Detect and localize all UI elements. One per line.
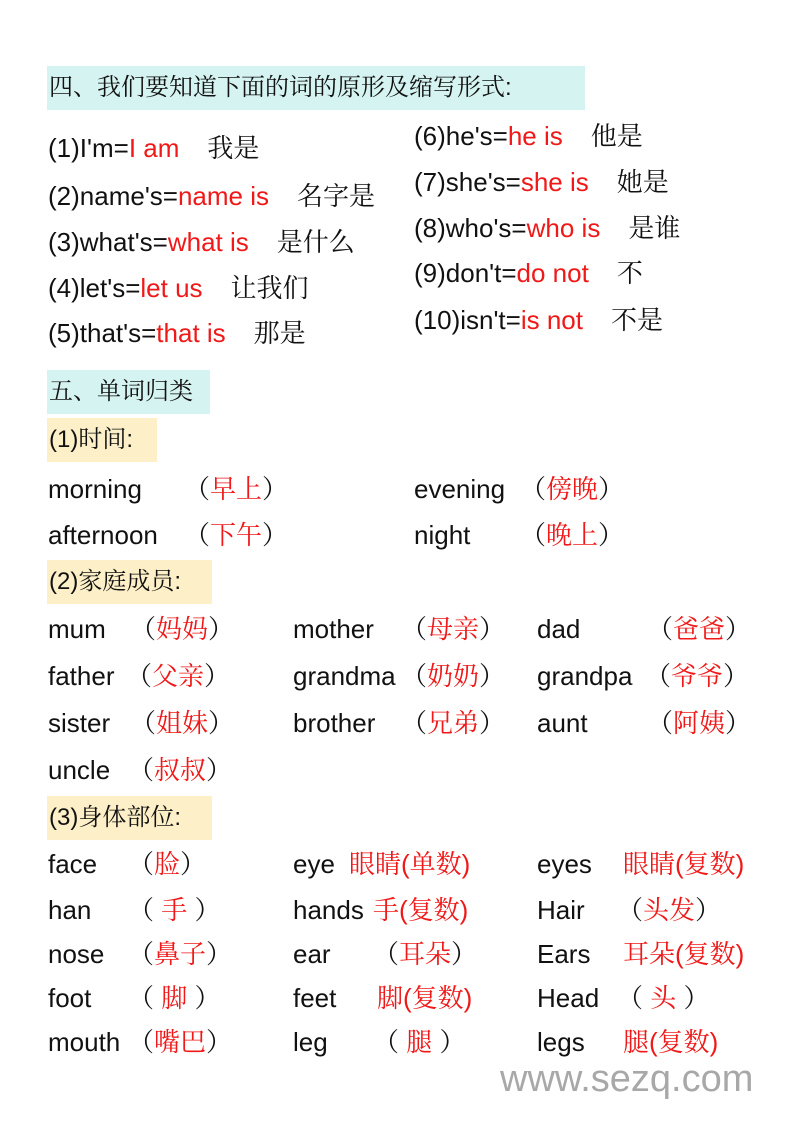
paren-open: （ <box>645 661 672 691</box>
paren-open: （ <box>647 614 674 644</box>
vocab-meaning-wrap <box>373 1027 465 1057</box>
watermark: www.sezq.com <box>500 1058 754 1100</box>
paren-open: （ <box>130 708 157 738</box>
vocab-meaning: 爷爷 <box>671 661 724 691</box>
vocab-word: sister <box>48 708 111 738</box>
vocab-word: eyes <box>537 849 592 879</box>
vocab-item <box>48 661 230 691</box>
paren-close: ） <box>725 708 752 738</box>
contraction-full: I am <box>128 133 180 163</box>
vocab-item <box>537 661 749 691</box>
paren-open: （ <box>126 661 153 691</box>
vocab-item <box>537 849 744 879</box>
contraction-row <box>414 258 643 288</box>
contraction-row <box>48 273 309 303</box>
contraction-full: is not <box>520 305 583 335</box>
vocab-meaning-wrap <box>128 849 206 879</box>
vocab-meaning: 眼睛(单数) <box>349 849 471 879</box>
contraction-short: (4)let's= <box>48 273 141 303</box>
contraction-full: who is <box>526 213 601 243</box>
paren-close: ） <box>725 614 752 644</box>
vocab-meaning-wrap <box>647 708 751 738</box>
contraction-full: he is <box>507 121 563 151</box>
paren-open: （ <box>401 708 428 738</box>
vocab-meaning: 头 <box>643 983 684 1013</box>
contraction-chinese: 是什么 <box>276 227 355 257</box>
contraction-row <box>414 167 669 197</box>
vocab-meaning: 耳朵 <box>399 939 452 969</box>
vocab-meaning: 鼻子 <box>154 939 207 969</box>
category-heading: (3)身体部位: <box>47 796 212 840</box>
paren-open: （ <box>128 895 155 925</box>
vocab-word: nose <box>48 939 105 969</box>
contraction-row <box>414 213 680 243</box>
vocab-meaning: 脚(复数) <box>377 983 473 1013</box>
contraction-chinese: 让我们 <box>230 273 309 303</box>
contraction-short: (10)isn't= <box>414 305 521 335</box>
section-4-heading: 四、我们要知道下面的词的原形及缩写形式: <box>47 66 585 110</box>
vocab-word: Hair <box>537 895 585 925</box>
vocab-meaning-wrap <box>520 474 624 504</box>
vocab-word: night <box>414 520 471 550</box>
vocab-word: mother <box>293 614 374 644</box>
vocab-meaning: 兄弟 <box>427 708 480 738</box>
vocab-meaning-wrap <box>401 708 505 738</box>
vocab-word: father <box>48 661 115 691</box>
paren-open: （ <box>128 939 155 969</box>
paren-open: （ <box>520 520 547 550</box>
vocab-word: aunt <box>537 708 588 738</box>
contraction-short: (7)she's= <box>414 167 521 197</box>
paren-close: ） <box>262 520 289 550</box>
vocab-meaning-wrap <box>617 983 709 1013</box>
contraction-row <box>48 318 306 348</box>
vocab-meaning-wrap <box>128 939 232 969</box>
paren-open: （ <box>184 474 211 504</box>
contraction-short: (6)he's= <box>414 121 508 151</box>
vocab-meaning-wrap <box>128 755 232 785</box>
paren-close: ） <box>206 1027 233 1057</box>
paren-close: ） <box>479 708 506 738</box>
vocab-meaning: 嘴巴 <box>154 1027 207 1057</box>
vocab-meaning-wrap <box>373 895 468 925</box>
contraction-row <box>414 305 663 335</box>
paren-close: ） <box>194 983 221 1013</box>
contraction-row <box>414 121 643 151</box>
vocab-item <box>537 614 751 644</box>
contraction-chinese: 名字是 <box>297 181 376 211</box>
vocab-meaning: 腿(复数) <box>623 1027 719 1057</box>
vocab-word: face <box>48 849 98 879</box>
vocab-word: foot <box>48 983 92 1013</box>
vocab-meaning-wrap <box>349 849 470 879</box>
vocab-meaning-wrap <box>401 614 505 644</box>
paren-open: （ <box>401 661 428 691</box>
vocab-word: mouth <box>48 1027 121 1057</box>
contraction-chinese: 不 <box>616 258 643 288</box>
vocab-meaning: 脚 <box>154 983 195 1013</box>
vocab-meaning-wrap <box>617 895 721 925</box>
vocab-item <box>48 939 232 969</box>
vocab-meaning-wrap <box>647 614 751 644</box>
contraction-chinese: 是谁 <box>628 213 681 243</box>
vocab-meaning: 手 <box>154 895 195 925</box>
contraction-full: do not <box>516 258 589 288</box>
vocab-word: evening <box>414 474 506 504</box>
vocab-meaning: 母亲 <box>427 614 480 644</box>
contraction-row <box>48 227 355 257</box>
vocab-item <box>293 895 468 925</box>
paren-close: ） <box>180 849 207 879</box>
section-5-heading: 五、单词归类 <box>47 370 210 414</box>
vocab-meaning-wrap <box>184 474 288 504</box>
vocab-item <box>293 849 470 879</box>
paren-open: （ <box>184 520 211 550</box>
contraction-full: she is <box>520 167 589 197</box>
contraction-chinese: 那是 <box>253 318 306 348</box>
paren-close: ） <box>598 474 625 504</box>
contraction-short: (8)who's= <box>414 213 527 243</box>
contraction-full: let us <box>140 273 203 303</box>
category-heading: (2)家庭成员: <box>47 560 212 604</box>
paren-close: ） <box>598 520 625 550</box>
vocab-word: han <box>48 895 92 925</box>
vocab-meaning-wrap <box>130 614 234 644</box>
vocab-meaning: 父亲 <box>152 661 205 691</box>
paren-open: （ <box>647 708 674 738</box>
vocab-word: grandpa <box>537 661 633 691</box>
vocab-meaning-wrap <box>623 939 744 969</box>
vocab-item <box>293 983 472 1013</box>
vocab-meaning: 手(复数) <box>373 895 469 925</box>
contraction-row <box>48 133 259 163</box>
vocab-meaning: 腿 <box>399 1027 440 1057</box>
paren-close: ） <box>208 708 235 738</box>
vocab-meaning-wrap <box>130 708 234 738</box>
vocab-item <box>537 983 709 1013</box>
vocab-item <box>537 939 744 969</box>
vocab-item <box>414 474 624 504</box>
vocab-word: mum <box>48 614 106 644</box>
vocab-meaning-wrap <box>128 1027 232 1057</box>
paren-close: ） <box>723 661 750 691</box>
vocab-item <box>537 895 721 925</box>
paren-close: ） <box>206 755 233 785</box>
vocab-item <box>293 1027 465 1057</box>
vocab-word: hands <box>293 895 364 925</box>
vocab-word: legs <box>537 1027 585 1057</box>
vocab-item <box>293 939 477 969</box>
category-heading: (1)时间: <box>47 418 157 462</box>
vocab-meaning: 早上 <box>210 474 263 504</box>
paren-open: （ <box>373 1027 400 1057</box>
contraction-row <box>48 181 375 211</box>
vocab-meaning: 奶奶 <box>427 661 480 691</box>
contraction-short: (1)I'm= <box>48 133 129 163</box>
contraction-chinese: 她是 <box>616 167 669 197</box>
paren-close: ） <box>683 983 710 1013</box>
vocab-word: brother <box>293 708 376 738</box>
paren-open: （ <box>128 1027 155 1057</box>
vocab-item <box>48 474 288 504</box>
vocab-word: afternoon <box>48 520 158 550</box>
paren-close: ） <box>479 661 506 691</box>
vocab-item <box>293 614 505 644</box>
paren-close: ） <box>695 895 722 925</box>
contraction-full: that is <box>156 318 226 348</box>
vocab-meaning-wrap <box>645 661 749 691</box>
vocab-meaning-wrap <box>128 983 220 1013</box>
vocab-item <box>537 708 751 738</box>
vocab-item <box>293 708 505 738</box>
paren-close: ） <box>204 661 231 691</box>
vocab-meaning: 下午 <box>210 520 263 550</box>
paren-close: ） <box>208 614 235 644</box>
paren-open: （ <box>128 849 155 879</box>
paren-open: （ <box>130 614 157 644</box>
vocab-meaning-wrap <box>623 1027 718 1057</box>
vocab-item <box>48 1027 232 1057</box>
vocab-word: Head <box>537 983 600 1013</box>
vocab-meaning: 晚上 <box>546 520 599 550</box>
vocab-meaning: 叔叔 <box>154 755 207 785</box>
vocab-word: ear <box>293 939 331 969</box>
vocab-item <box>48 895 220 925</box>
vocab-item <box>48 614 234 644</box>
vocab-meaning: 妈妈 <box>156 614 209 644</box>
vocab-item <box>48 520 288 550</box>
paren-open: （ <box>617 983 644 1013</box>
contraction-chinese: 我是 <box>207 133 260 163</box>
paren-close: ） <box>439 1027 466 1057</box>
vocab-meaning: 爸爸 <box>673 614 726 644</box>
contraction-short: (9)don't= <box>414 258 517 288</box>
vocab-meaning-wrap <box>623 849 744 879</box>
vocab-item <box>537 1027 718 1057</box>
paren-open: （ <box>401 614 428 644</box>
vocab-word: feet <box>293 983 337 1013</box>
vocab-word: grandma <box>293 661 396 691</box>
vocab-word: Ears <box>537 939 591 969</box>
vocab-word: eye <box>293 849 335 879</box>
contraction-chinese: 不是 <box>611 305 664 335</box>
vocab-meaning-wrap <box>373 939 477 969</box>
vocab-meaning: 傍晚 <box>546 474 599 504</box>
vocab-meaning-wrap <box>401 661 505 691</box>
paren-open: （ <box>617 895 644 925</box>
vocab-word: morning <box>48 474 142 504</box>
paren-open: （ <box>373 939 400 969</box>
paren-close: ） <box>479 614 506 644</box>
vocab-item <box>293 661 505 691</box>
vocab-meaning-wrap <box>184 520 288 550</box>
contraction-short: (2)name's= <box>48 181 178 211</box>
paren-close: ） <box>206 939 233 969</box>
contraction-full: what is <box>167 227 249 257</box>
contraction-full: name is <box>177 181 270 211</box>
paren-close: ） <box>451 939 478 969</box>
vocab-meaning: 头发 <box>643 895 696 925</box>
vocab-word: dad <box>537 614 581 644</box>
vocab-meaning: 脸 <box>154 849 181 879</box>
vocab-meaning-wrap <box>128 895 220 925</box>
contraction-short: (5)that's= <box>48 318 157 348</box>
vocab-meaning-wrap <box>377 983 472 1013</box>
vocab-item <box>48 755 232 785</box>
paren-close: ） <box>194 895 221 925</box>
vocab-meaning-wrap <box>126 661 230 691</box>
vocab-item <box>414 520 624 550</box>
paren-open: （ <box>128 755 155 785</box>
paren-open: （ <box>128 983 155 1013</box>
vocab-meaning: 阿姨 <box>673 708 726 738</box>
vocab-item <box>48 849 206 879</box>
vocab-meaning: 耳朵(复数) <box>623 939 745 969</box>
contraction-chinese: 他是 <box>590 121 643 151</box>
contraction-short: (3)what's= <box>48 227 168 257</box>
paren-open: （ <box>520 474 547 504</box>
vocab-meaning-wrap <box>520 520 624 550</box>
vocab-word: leg <box>293 1027 328 1057</box>
vocab-item <box>48 983 220 1013</box>
vocab-meaning: 眼睛(复数) <box>623 849 745 879</box>
vocab-item <box>48 708 234 738</box>
vocab-meaning: 姐妹 <box>156 708 209 738</box>
paren-close: ） <box>262 474 289 504</box>
vocab-word: uncle <box>48 755 111 785</box>
